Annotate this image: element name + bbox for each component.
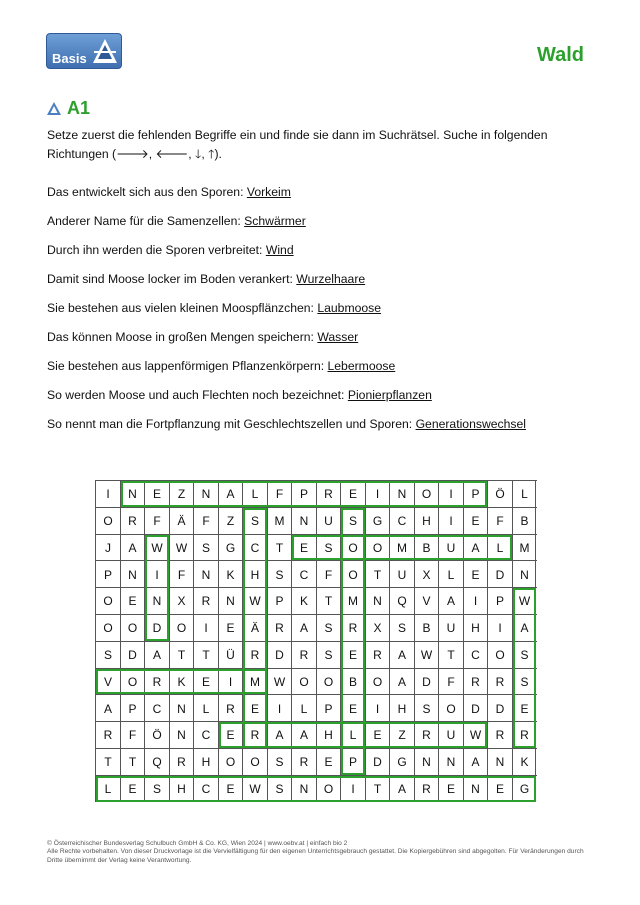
grid-cell: S — [389, 614, 414, 641]
answer-text: Pionierpflanzen — [347, 388, 432, 402]
grid-cell: I — [340, 775, 365, 802]
grid-cell: R — [169, 748, 194, 775]
grid-cell: N — [120, 480, 145, 507]
grid-cell: C — [463, 641, 488, 668]
grid-cell: S — [340, 507, 365, 534]
level-icon — [47, 102, 61, 115]
grid-cell: R — [291, 641, 316, 668]
mountain-icon — [92, 37, 118, 65]
grid-cell: R — [365, 641, 390, 668]
grid-cell: R — [316, 480, 341, 507]
grid-cell: Ä — [242, 614, 267, 641]
grid-cell: N — [144, 587, 169, 614]
grid-cell: E — [316, 748, 341, 775]
grid-cell: D — [487, 694, 512, 721]
grid-cell: D — [365, 748, 390, 775]
grid-cell: E — [144, 480, 169, 507]
grid-cell: H — [242, 560, 267, 587]
grid-cell: A — [389, 668, 414, 695]
grid-cell: T — [365, 775, 390, 802]
grid-cell: N — [438, 748, 463, 775]
grid-cell: O — [438, 694, 463, 721]
grid-cell: N — [414, 748, 439, 775]
grid-cell: M — [389, 534, 414, 561]
question-row — [47, 359, 395, 373]
task-label: A1 — [67, 98, 91, 118]
grid-cell: B — [512, 507, 537, 534]
grid-cell: T — [316, 587, 341, 614]
grid-cell: A — [389, 641, 414, 668]
grid-cell: C — [242, 534, 267, 561]
grid-cell: T — [438, 641, 463, 668]
grid-cell: T — [95, 748, 120, 775]
answer-text: Schwärmer — [244, 214, 306, 228]
grid-cell: Z — [389, 721, 414, 748]
question-text: Anderer Name für die Samenzellen: — [47, 214, 245, 228]
footer — [47, 840, 597, 865]
question-text: Sie bestehen aus vielen kleinen Moospflänzchen: — [47, 301, 318, 315]
grid-cell: M — [340, 587, 365, 614]
grid-cell: V — [414, 587, 439, 614]
grid-cell: F — [316, 560, 341, 587]
grid-cell: W — [169, 534, 194, 561]
grid-cell: S — [193, 534, 218, 561]
grid-cell: F — [267, 480, 292, 507]
grid-cell: B — [414, 534, 439, 561]
grid-cell: D — [120, 641, 145, 668]
grid-cell: E — [218, 614, 243, 641]
grid-cell: N — [193, 480, 218, 507]
grid-cell: Ö — [487, 480, 512, 507]
grid-cell: S — [242, 507, 267, 534]
grid-cell: N — [365, 587, 390, 614]
grid-cell: A — [144, 641, 169, 668]
grid-cell: F — [144, 507, 169, 534]
grid-cell: I — [218, 668, 243, 695]
answer-text: Laubmoose — [317, 301, 382, 315]
logo-text: Basis — [52, 51, 87, 66]
grid-cell: W — [267, 668, 292, 695]
grid-cell: D — [487, 560, 512, 587]
grid-cell: F — [120, 721, 145, 748]
grid-cell: R — [414, 775, 439, 802]
grid-cell: N — [463, 775, 488, 802]
grid-cell: I — [144, 560, 169, 587]
grid-cell: N — [218, 587, 243, 614]
answer-text: Wasser — [317, 330, 359, 344]
grid-cell: O — [120, 614, 145, 641]
grid-cell: Q — [389, 587, 414, 614]
grid-cell: L — [487, 534, 512, 561]
grid-cell: E — [340, 641, 365, 668]
grid-cell: E — [291, 534, 316, 561]
answer-text: Vorkeim — [246, 185, 291, 199]
grid-cell: F — [438, 668, 463, 695]
grid-cell: N — [512, 560, 537, 587]
grid-cell: A — [95, 694, 120, 721]
grid-cell: G — [389, 748, 414, 775]
grid-cell: B — [340, 668, 365, 695]
grid-cell: E — [438, 775, 463, 802]
grid-cell: D — [414, 668, 439, 695]
grid-cell: U — [438, 614, 463, 641]
footer-rights: Alle Rechte vorbehalten. Von dieser Druckvorlage ist die Vervielfältigung für den eigenen Unterrichtsgebrauch gestattet. Die Kopiergebühren sind abgegolten. Für Veränderungen durch Dritte übernimmt der Verlag keine Verantwortung. — [47, 848, 584, 864]
grid-cell: O — [316, 668, 341, 695]
grid-cell: N — [291, 775, 316, 802]
question-row — [47, 243, 294, 257]
grid-cell: L — [340, 721, 365, 748]
grid-cell: A — [463, 748, 488, 775]
grid-cell: H — [414, 507, 439, 534]
grid-cell: F — [487, 507, 512, 534]
grid-cell: I — [487, 614, 512, 641]
grid-cell: N — [169, 694, 194, 721]
page-title: Wald — [536, 44, 584, 66]
grid-cell: W — [242, 775, 267, 802]
grid-cell: X — [414, 560, 439, 587]
grid-cell: F — [193, 507, 218, 534]
grid-cell: C — [389, 507, 414, 534]
grid-cell: G — [218, 534, 243, 561]
grid-cell: P — [120, 694, 145, 721]
grid-cell: R — [340, 614, 365, 641]
grid-cell: O — [95, 507, 120, 534]
grid-cell: E — [463, 560, 488, 587]
grid-cell: S — [316, 614, 341, 641]
grid-cell: S — [512, 641, 537, 668]
grid-cell: A — [291, 721, 316, 748]
question-text: Sie bestehen aus lappenförmigen Pflanzenkörpern: — [47, 359, 328, 373]
grid-cell: I — [365, 480, 390, 507]
grid-cell: I — [267, 694, 292, 721]
grid-cell: E — [218, 775, 243, 802]
grid-cell: R — [144, 668, 169, 695]
grid-cell: I — [463, 587, 488, 614]
grid-cell: R — [218, 694, 243, 721]
grid-cell: E — [218, 721, 243, 748]
grid-cell: D — [463, 694, 488, 721]
grid-cell: A — [218, 480, 243, 507]
grid-cell: U — [438, 534, 463, 561]
grid-cell: V — [95, 668, 120, 695]
grid-cell: E — [487, 775, 512, 802]
grid-cell: R — [463, 668, 488, 695]
grid-cell: W — [463, 721, 488, 748]
grid-cell: O — [365, 668, 390, 695]
grid-cell: H — [389, 694, 414, 721]
grid-cell: S — [316, 641, 341, 668]
grid-cell: O — [340, 534, 365, 561]
grid-cell: C — [291, 560, 316, 587]
question-text: Das können Moose in großen Mengen speichern: — [47, 330, 318, 344]
answer-text: Wurzelhaare — [296, 272, 366, 286]
task-heading — [47, 98, 90, 119]
grid-cell: S — [267, 560, 292, 587]
grid-cell: B — [414, 614, 439, 641]
grid-cell: U — [316, 507, 341, 534]
grid-cell: G — [365, 507, 390, 534]
grid-cell: S — [267, 775, 292, 802]
grid-cell: K — [169, 668, 194, 695]
grid-cell: I — [95, 480, 120, 507]
grid-cell: E — [365, 721, 390, 748]
grid-cell: H — [169, 775, 194, 802]
grid-cell: E — [193, 668, 218, 695]
grid-cell: C — [193, 721, 218, 748]
question-row — [47, 388, 432, 402]
grid-cell: G — [512, 775, 537, 802]
grid-cell: O — [169, 614, 194, 641]
grid-cell: R — [120, 507, 145, 534]
grid-cell: E — [463, 507, 488, 534]
grid-cell: A — [267, 721, 292, 748]
grid-cell: E — [120, 587, 145, 614]
grid-cell: W — [144, 534, 169, 561]
grid-cell: T — [365, 560, 390, 587]
question-row — [47, 330, 358, 344]
grid-cell: N — [120, 560, 145, 587]
answer-text: Wind — [265, 243, 294, 257]
grid-cell: S — [267, 748, 292, 775]
grid-cell: N — [193, 560, 218, 587]
grid-cell: E — [512, 694, 537, 721]
grid-cell: U — [389, 560, 414, 587]
grid-cell: K — [512, 748, 537, 775]
grid-cell: F — [169, 560, 194, 587]
grid-cell: H — [316, 721, 341, 748]
grid-cell: W — [512, 587, 537, 614]
grid-cell: M — [242, 668, 267, 695]
grid-cell: P — [463, 480, 488, 507]
grid-cell: P — [316, 694, 341, 721]
grid-cell: X — [169, 587, 194, 614]
grid-cell: R — [242, 641, 267, 668]
grid-cell: E — [340, 480, 365, 507]
grid-cell: A — [438, 587, 463, 614]
grid-cell: Z — [218, 507, 243, 534]
grid-cell: R — [512, 721, 537, 748]
grid-cell: T — [169, 641, 194, 668]
grid-cell: L — [291, 694, 316, 721]
grid-cell: L — [512, 480, 537, 507]
grid-cell: E — [340, 694, 365, 721]
question-text: Damit sind Moose locker im Boden verankert: — [47, 272, 297, 286]
grid-cell: S — [316, 534, 341, 561]
grid-cell: L — [193, 694, 218, 721]
question-row — [47, 185, 291, 199]
grid-cell: K — [218, 560, 243, 587]
grid-cell: N — [169, 721, 194, 748]
grid-cell: J — [95, 534, 120, 561]
grid-cell: Ü — [218, 641, 243, 668]
grid-cell: A — [389, 775, 414, 802]
grid-cell: Z — [169, 480, 194, 507]
grid-cell: N — [487, 748, 512, 775]
footer-copyright: © Österreichischer Bundesverlag Schulbuch GmbH & Co. KG, Wien 2024 | www.oebv.at | einfach bio 2 — [47, 840, 348, 847]
grid-cell: I — [438, 507, 463, 534]
grid-cell: S — [144, 775, 169, 802]
grid-cell: P — [267, 587, 292, 614]
grid-cell: R — [242, 721, 267, 748]
grid-cell: W — [242, 587, 267, 614]
grid-cell: O — [242, 748, 267, 775]
question-row — [47, 214, 306, 228]
grid-cell: O — [340, 560, 365, 587]
grid-cell: X — [365, 614, 390, 641]
grid-cell: O — [218, 748, 243, 775]
grid-cell: R — [487, 668, 512, 695]
question-text: Das entwickelt sich aus den Sporen: — [47, 185, 247, 199]
task-instruction: Setze zuerst die fehlenden Begriffe ein und finde sie dann im Suchrätsel. Suche in folgenden Richtungen (🡒, 🡐, 🡓, 🡑). — [47, 128, 548, 161]
grid-cell: R — [291, 748, 316, 775]
grid-cell: C — [144, 694, 169, 721]
answer-text: Lebermoose — [327, 359, 396, 373]
grid-cell: M — [512, 534, 537, 561]
grid-cell: W — [414, 641, 439, 668]
grid-cell: R — [414, 721, 439, 748]
grid-cell: Ä — [169, 507, 194, 534]
grid-cell: P — [291, 480, 316, 507]
basis-logo — [46, 33, 122, 69]
grid-cell: S — [414, 694, 439, 721]
grid-cell: O — [316, 775, 341, 802]
grid-cell: O — [365, 534, 390, 561]
answer-text: Generationswechsel — [415, 417, 526, 431]
grid-cell: P — [95, 560, 120, 587]
question-row — [47, 301, 381, 315]
question-row — [47, 272, 365, 286]
grid-cell: L — [95, 775, 120, 802]
grid-cell: R — [95, 721, 120, 748]
grid-cell: I — [365, 694, 390, 721]
grid-cell: S — [95, 641, 120, 668]
grid-cell: I — [193, 614, 218, 641]
grid-cell: A — [512, 614, 537, 641]
grid-cell: O — [291, 668, 316, 695]
question-row — [47, 417, 526, 431]
grid-cell: E — [242, 694, 267, 721]
grid-cell: T — [120, 748, 145, 775]
grid-cell: U — [438, 721, 463, 748]
grid-cell: R — [487, 721, 512, 748]
grid-cell: L — [438, 560, 463, 587]
grid-cell: I — [438, 480, 463, 507]
grid-cell: H — [463, 614, 488, 641]
grid-cell: Ö — [144, 721, 169, 748]
grid-cell: O — [487, 641, 512, 668]
grid-cell: N — [389, 480, 414, 507]
grid-cell: P — [487, 587, 512, 614]
grid-cell: A — [120, 534, 145, 561]
grid-cell: D — [267, 641, 292, 668]
grid-cell: K — [291, 587, 316, 614]
grid-cell: P — [340, 748, 365, 775]
question-text: So werden Moose und auch Flechten noch bezeichnet: — [47, 388, 348, 402]
grid-cell: M — [267, 507, 292, 534]
question-text: Durch ihn werden die Sporen verbreitet: — [47, 243, 266, 257]
grid-cell: N — [291, 507, 316, 534]
grid-cell: O — [120, 668, 145, 695]
grid-cell: O — [414, 480, 439, 507]
grid-cell: O — [95, 614, 120, 641]
grid-cell: C — [193, 775, 218, 802]
grid-cell: H — [193, 748, 218, 775]
grid-cell: R — [193, 587, 218, 614]
grid-cell: A — [291, 614, 316, 641]
grid-cell: A — [463, 534, 488, 561]
grid-cell: E — [120, 775, 145, 802]
grid-cell: T — [193, 641, 218, 668]
grid-cell: S — [512, 668, 537, 695]
grid-cell: L — [242, 480, 267, 507]
grid-cell: O — [95, 587, 120, 614]
grid-cell: Q — [144, 748, 169, 775]
grid-cell: T — [267, 534, 292, 561]
grid-cell: D — [144, 614, 169, 641]
question-text: So nennt man die Fortpflanzung mit Geschlechtszellen und Sporen: — [47, 417, 416, 431]
grid-cell: R — [267, 614, 292, 641]
